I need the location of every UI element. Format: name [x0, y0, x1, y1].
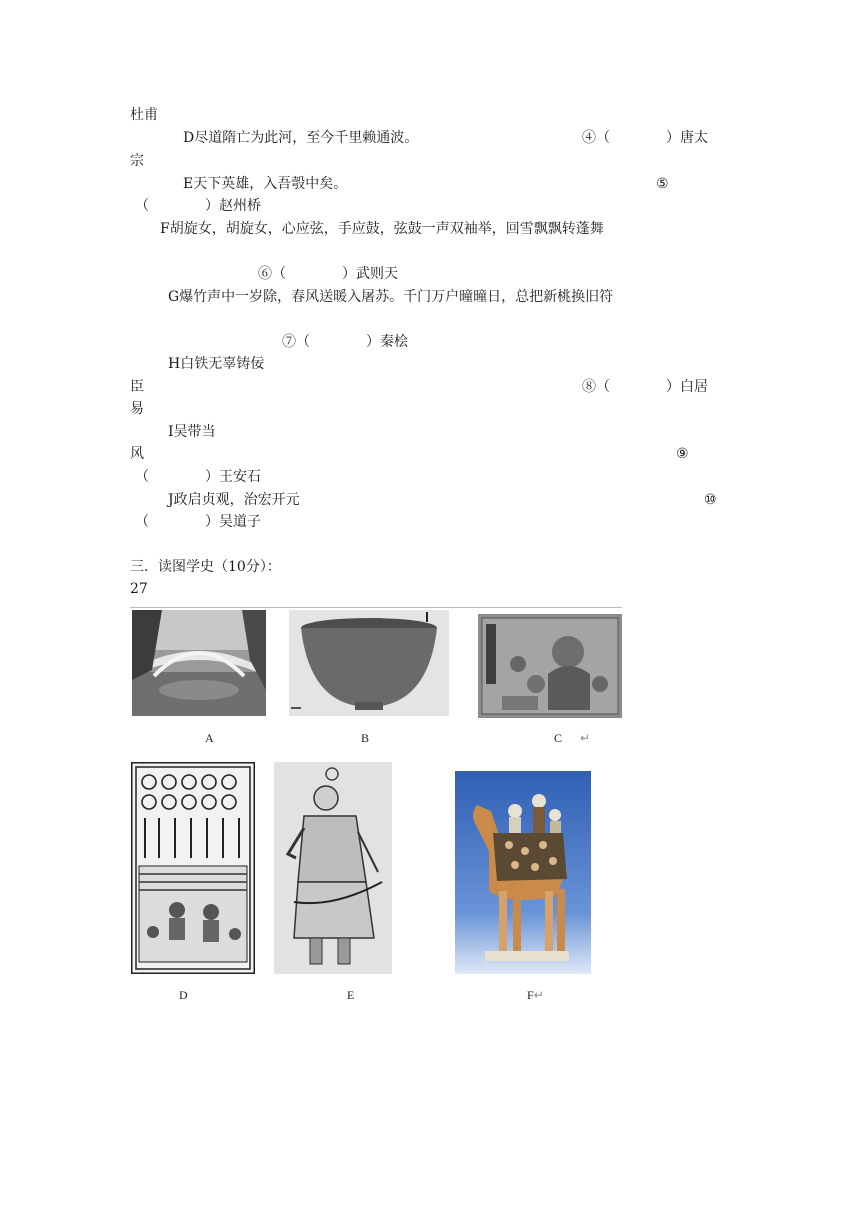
- blank-9-num: ⑨: [676, 446, 689, 462]
- blank-5: （ ）赵州桥: [135, 198, 261, 214]
- blank-8: ⑧（ ）白居: [582, 379, 708, 395]
- caption-c: C ↵: [554, 731, 591, 745]
- blank-10-num: ⑩: [704, 492, 717, 508]
- line-feng: 风: [130, 446, 144, 462]
- blank-9: （ ）王安石: [135, 469, 261, 485]
- blank-10: （ ）吴道子: [135, 514, 261, 530]
- line-zong: 宗: [130, 153, 144, 169]
- line-yi: 易: [130, 401, 144, 417]
- item-i: I吴带当: [168, 424, 216, 440]
- poet-du-fu: 杜甫: [130, 107, 158, 123]
- item-g: G爆竹声中一岁除，春风送暖入屠苏。千门万户曈曈日，总把新桃换旧符: [168, 289, 614, 305]
- figure-f-camel-image: [455, 771, 591, 974]
- blank-7: ⑦（ ）秦桧: [282, 334, 408, 350]
- item-d: D尽道隋亡为此河，至今千里赖通波。: [183, 130, 419, 146]
- blank-6: ⑥（ ）武则天: [258, 266, 398, 282]
- question-number: 27: [130, 581, 148, 597]
- line-chen: 臣: [130, 379, 144, 395]
- blank-4: ④（ ）唐太: [582, 130, 708, 146]
- figure-c-woodblock-print-image: [478, 614, 622, 718]
- caption-d: D: [179, 988, 188, 1002]
- blank-5-num: ⑤: [656, 176, 669, 192]
- item-e: E天下英雄，入吾彀中矣。: [183, 176, 348, 192]
- figure-a-bridge-image: [132, 610, 266, 716]
- caption-f: F↵: [527, 988, 544, 1002]
- item-j: J政启贞观，治宏开元: [168, 492, 300, 508]
- divider: [130, 607, 622, 608]
- caption-a: A: [205, 731, 214, 745]
- section-heading: 三．读图学史（10分）：: [130, 559, 281, 575]
- figure-e-warrior-image: [274, 762, 392, 974]
- figure-b-bowl-image: [289, 610, 449, 716]
- caption-e: E: [347, 988, 355, 1002]
- figure-d-banknote-image: [131, 762, 255, 974]
- item-f: F胡旋女，胡旋女，心应弦，手应鼓，弦鼓一声双袖举，回雪飘飘转蓬舞: [160, 221, 604, 237]
- caption-b: B: [361, 731, 370, 745]
- item-h: H白铁无辜铸佞: [168, 356, 265, 372]
